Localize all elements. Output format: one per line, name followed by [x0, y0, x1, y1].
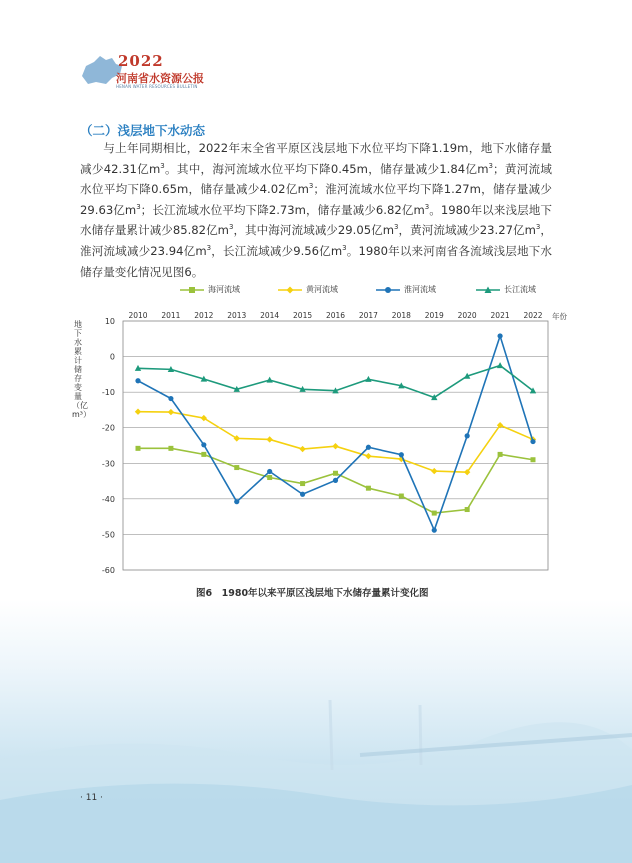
y-tick-label: -10: [101, 388, 115, 398]
legend-marker-huaihe: [376, 286, 400, 294]
x-tick-label: 2013: [227, 311, 247, 320]
chart-series: [135, 333, 536, 532]
data-point: [497, 333, 502, 338]
data-point: [497, 362, 503, 368]
legend-label-huanghe: 黄河流域: [306, 285, 338, 294]
y-axis-ticks: [102, 317, 115, 575]
data-point: [300, 481, 305, 486]
para-text-7: ，其中海河流域减少29.05亿m: [233, 223, 395, 238]
x-axis-ticks: [128, 311, 542, 320]
y-tick-label: -60: [101, 566, 115, 575]
y-tick-label: -40: [101, 494, 115, 504]
data-point: [135, 409, 141, 415]
x-tick-label: 2014: [260, 311, 280, 320]
data-point: [366, 486, 371, 491]
data-point: [300, 492, 305, 497]
page-number: · 11 ·: [80, 793, 103, 803]
data-point: [530, 439, 535, 444]
y-tick-label: 0: [109, 352, 115, 362]
data-point: [531, 457, 536, 462]
sup-5: 3: [424, 202, 430, 211]
para-text-11: 。1980年以来河南省各流域浅层地下水储存量变化情况见图6。: [80, 243, 552, 279]
data-point: [201, 452, 206, 457]
sup-8: 3: [535, 223, 541, 232]
data-point: [168, 446, 173, 451]
legend-label-haihe: 海河流域: [208, 285, 240, 294]
data-point: [333, 471, 338, 476]
data-point: [365, 376, 371, 382]
data-point: [135, 378, 140, 383]
sup-10: 3: [342, 244, 347, 253]
x-tick-label: 2015: [293, 311, 313, 320]
para-text-8: ，黄河流域减少23.27亿m: [398, 223, 536, 238]
header-subtitle-en: HENAN WATER RESOURCES BULLETIN: [116, 84, 198, 89]
legend-marker-haihe: [180, 286, 204, 294]
para-text-4: ；淮河流域水位平均下降1.27m，储存量减少29.63亿m: [80, 182, 553, 217]
x-tick-label: 2021: [490, 311, 510, 320]
data-point: [266, 377, 272, 383]
legend-item-huaihe: [376, 284, 436, 295]
data-point: [168, 409, 174, 415]
data-point: [498, 452, 503, 457]
legend-label-changjiang: 长江流域: [504, 285, 536, 294]
data-point: [234, 499, 239, 504]
legend-item-changjiang: [476, 284, 536, 295]
legend-item-huanghe: [278, 284, 338, 295]
background-landscape: [0, 700, 632, 863]
data-point: [366, 445, 371, 450]
data-point: [332, 443, 338, 449]
data-point: [431, 468, 437, 474]
chart-legend: [180, 284, 560, 298]
data-point: [267, 475, 272, 480]
data-point: [432, 528, 437, 533]
data-point: [136, 446, 141, 451]
para-text-10: ，长江流域减少9.56亿m: [211, 243, 343, 258]
sup-3: 3: [308, 182, 314, 191]
legend-marker-huanghe: [278, 286, 302, 294]
para-text-9: ，淮河流域减少23.94亿m: [80, 223, 552, 258]
data-point: [333, 478, 338, 483]
sup-4: 3: [136, 202, 141, 211]
legend-item-haihe: [180, 284, 240, 295]
sup-1: 3: [160, 161, 165, 170]
para-text-5: ；长江流域水位平均下降2.73m，储存量减少6.82亿m: [140, 202, 425, 217]
data-point: [201, 442, 206, 447]
data-point: [432, 511, 437, 516]
figure-caption: 图6 1980年以来平原区浅层地下水储存量累计变化图: [196, 588, 429, 599]
x-tick-label: 2011: [161, 311, 181, 320]
data-point: [465, 433, 470, 438]
data-point: [365, 453, 371, 459]
sup-2: 3: [488, 161, 493, 170]
x-tick-label: 2017: [358, 311, 378, 320]
section-title: （二）浅层地下水动态: [80, 123, 206, 138]
series-line-2: [138, 336, 533, 530]
x-tick-label: 2018: [391, 311, 411, 320]
x-axis-unit-label: 年份: [552, 312, 567, 321]
y-tick-label: -30: [101, 459, 115, 469]
sup-7: 3: [394, 223, 399, 232]
x-tick-label: 2019: [424, 311, 444, 320]
data-point: [465, 507, 470, 512]
sup-6: 3: [228, 223, 234, 232]
para-text-3: ；黄河流域水位平均下降0.65m，储存量减少4.02亿m: [80, 161, 552, 197]
para-text-6: 。1980年以来浅层地下水储存量累计减少85.82亿m: [80, 202, 553, 238]
x-tick-label: 2012: [194, 311, 214, 320]
data-point: [267, 469, 272, 474]
y-tick-label: 10: [104, 317, 115, 326]
data-point: [234, 465, 239, 470]
legend-label-huaihe: 淮河流域: [404, 285, 436, 294]
x-tick-label: 2016: [325, 311, 346, 320]
body-paragraph: [80, 138, 552, 282]
groundwater-line-chart: [70, 300, 570, 580]
data-point: [399, 494, 404, 499]
header-year: 2022: [118, 52, 164, 70]
para-text-2: 。其中，海河流域水位平均下降0.45m，储存量减少1.84亿m: [164, 161, 489, 176]
y-tick-label: -20: [101, 423, 115, 433]
y-tick-label: -50: [101, 530, 115, 540]
data-point: [168, 396, 173, 401]
header-title: 河南省水资源公报: [116, 72, 204, 85]
x-tick-label: 2022: [523, 311, 543, 320]
y-axis-label: 地下水累计储存变量（亿m³）: [72, 320, 91, 419]
para-text-1: 与上年同期相比，2022年末全省平原区浅层地下水位平均下降1.19m，地下水储存量减少42.31亿m: [80, 141, 552, 176]
data-point: [399, 452, 404, 457]
data-point: [266, 436, 272, 442]
legend-marker-changjiang: [476, 286, 500, 294]
sup-9: 3: [206, 244, 212, 253]
data-point: [299, 446, 305, 452]
x-tick-label: 2010: [128, 311, 148, 320]
x-tick-label: 2020: [457, 311, 477, 320]
